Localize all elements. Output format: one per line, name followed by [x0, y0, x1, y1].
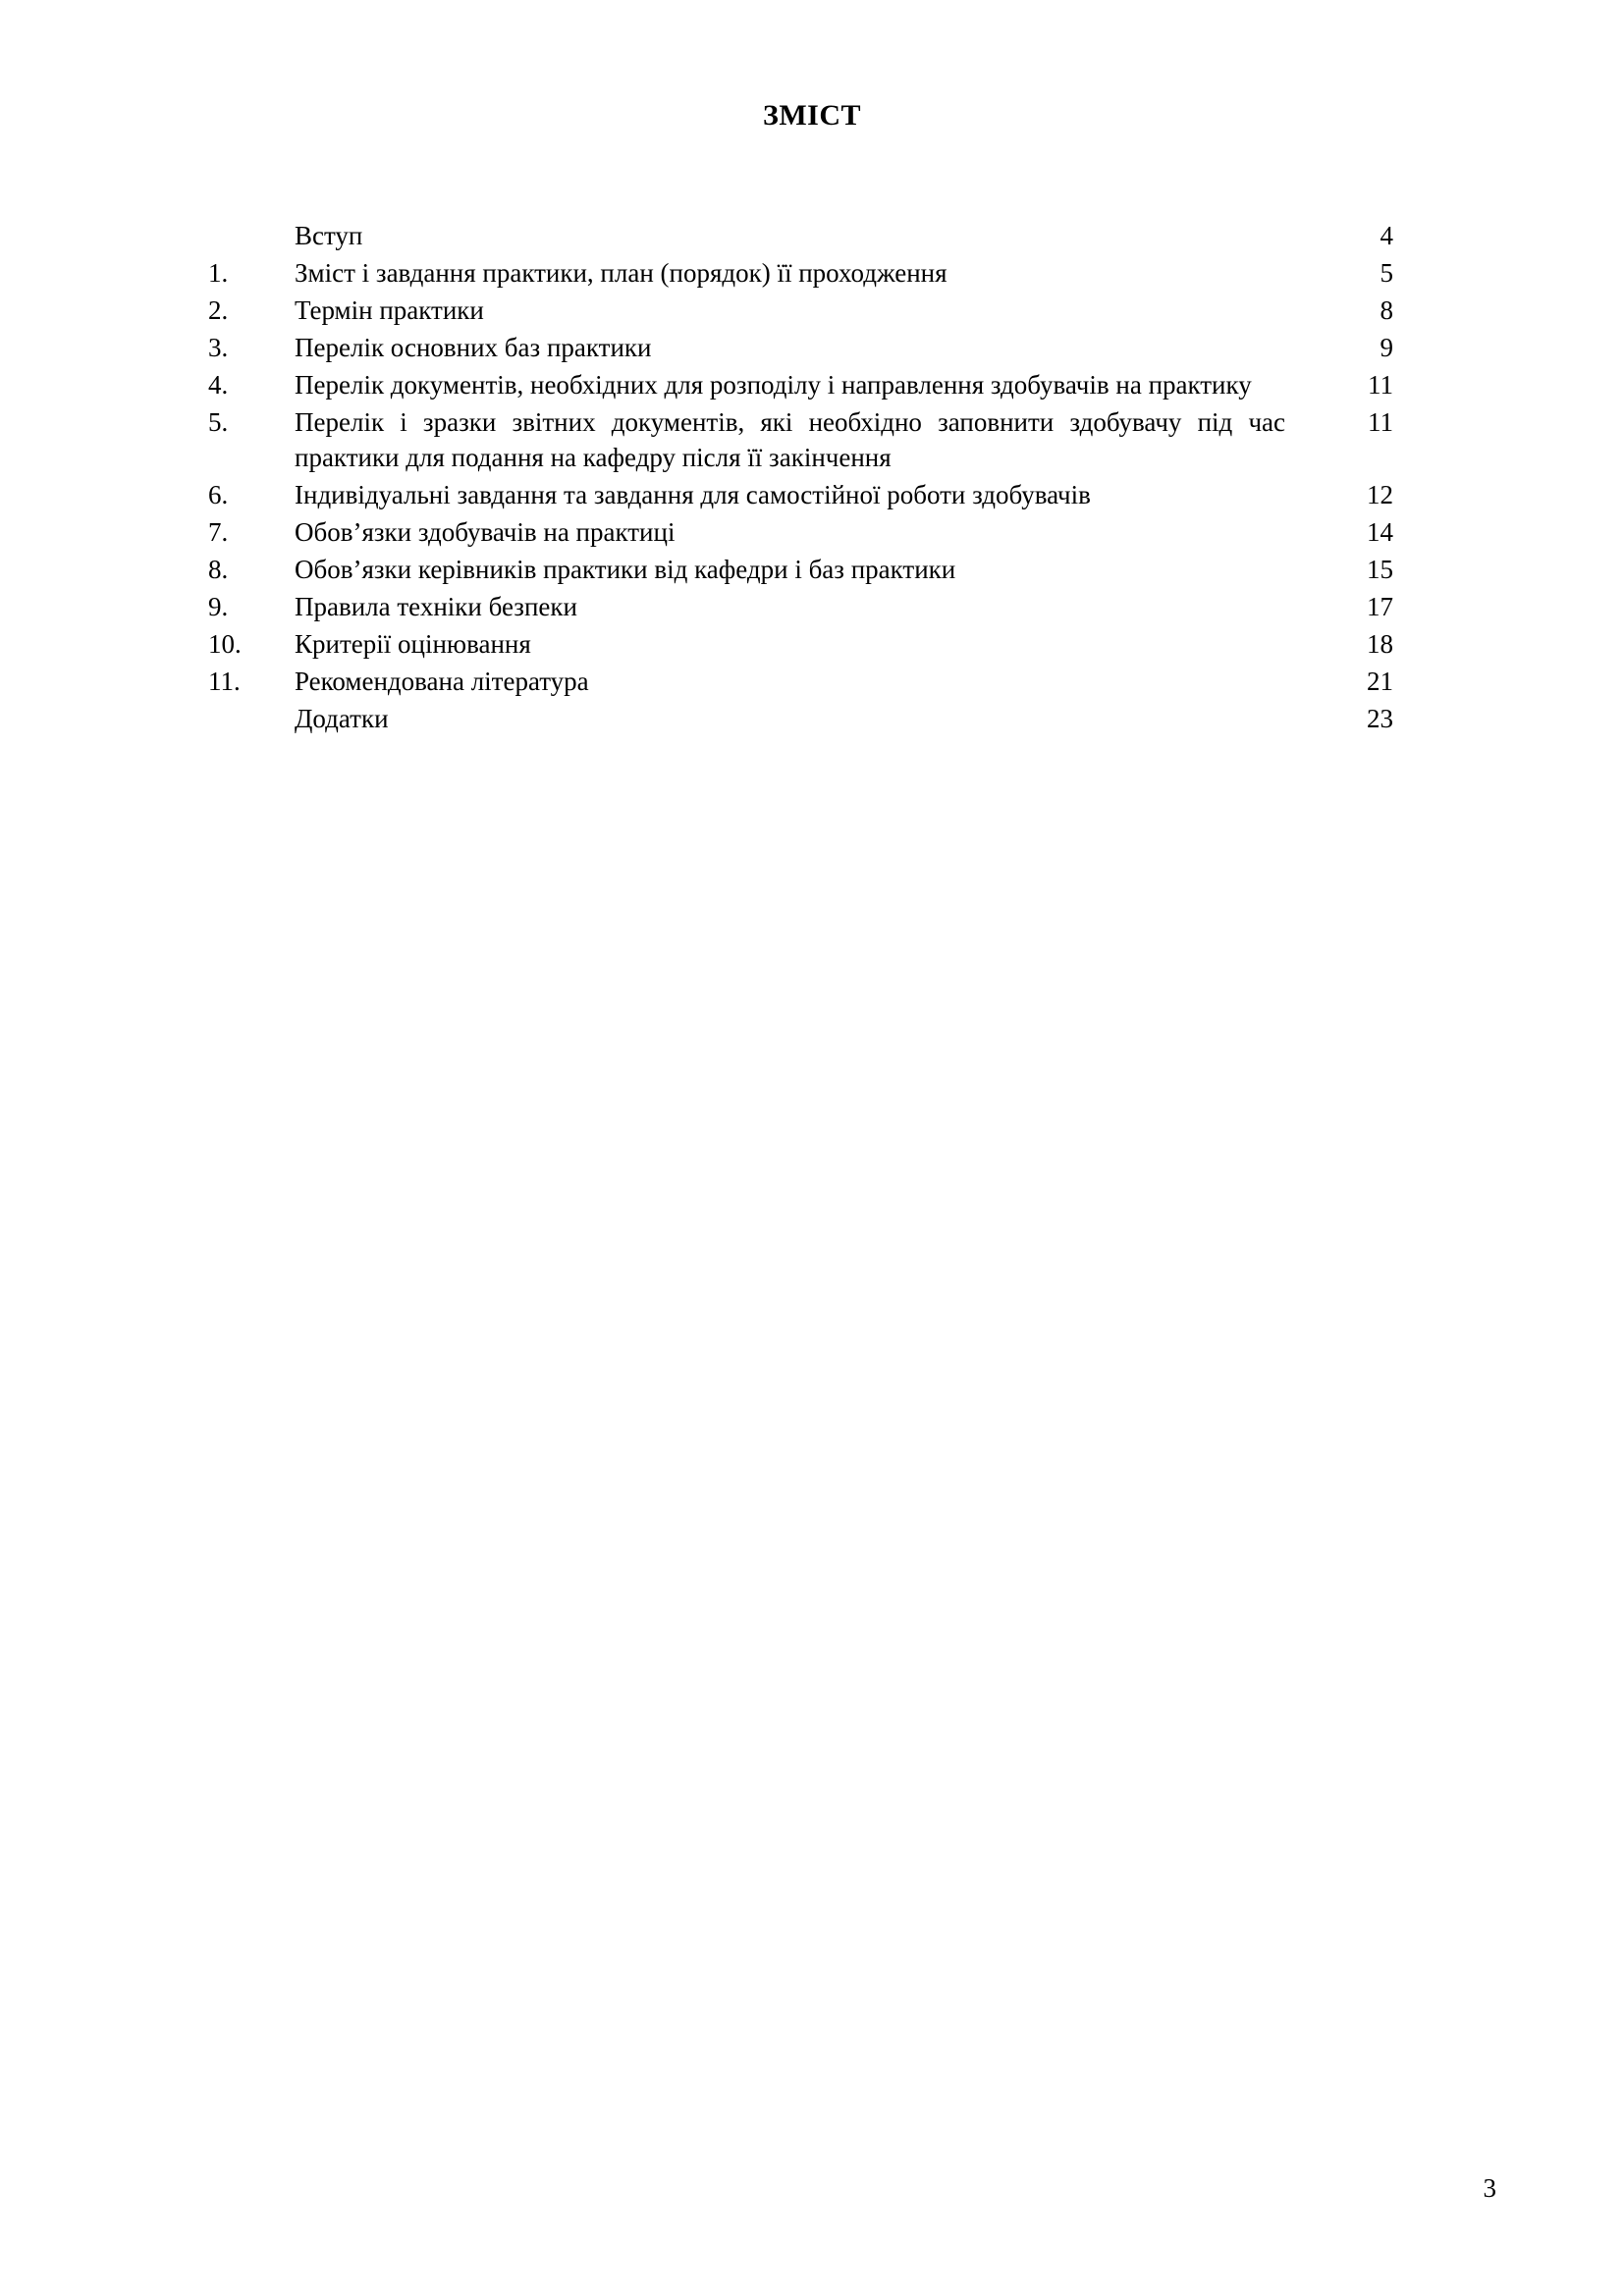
- toc-entry[interactable]: [208, 701, 1401, 736]
- toc-entry-title[interactable]: Термін практики: [295, 295, 484, 325]
- toc-entry-page-number: 18: [1367, 629, 1393, 659]
- toc-entry-number: 10.: [208, 629, 242, 659]
- toc-entry-title[interactable]: Рекомендована література: [295, 667, 589, 696]
- toc-entry-number: 7.: [208, 517, 229, 547]
- toc-entry-page-number: 12: [1367, 480, 1393, 509]
- toc-entry-page-number: 9: [1380, 333, 1393, 362]
- toc-entry-title[interactable]: Перелік і зразки звітних документів, які необхідно заповнити здобувачу під час практики для подання на кафедру після її закінчення: [295, 407, 1285, 472]
- toc-entry-number: 5.: [208, 407, 229, 437]
- toc-entry-title[interactable]: Правила техніки безпеки: [295, 592, 577, 621]
- toc-entry-number: 4.: [208, 370, 229, 400]
- toc-entry-number: 9.: [208, 592, 229, 621]
- toc-entry-page-number: 21: [1367, 667, 1393, 696]
- toc-entry-number: 1.: [208, 258, 229, 288]
- toc-entry-page-number: 11: [1368, 407, 1393, 437]
- toc-entry-title[interactable]: Зміст і завдання практики, план (порядок) її проходження: [295, 258, 947, 288]
- toc-entry-page-number: 11: [1368, 370, 1393, 400]
- toc-entry-number: 11.: [208, 667, 241, 696]
- toc-entry-title[interactable]: Додатки: [295, 704, 389, 733]
- page-title: ЗМІСТ: [763, 99, 861, 132]
- toc-entry[interactable]: [208, 404, 1401, 475]
- toc-entry[interactable]: [208, 330, 1401, 365]
- toc-entry[interactable]: [208, 552, 1401, 587]
- toc-entry-number: 8.: [208, 555, 229, 584]
- toc-entry[interactable]: [208, 255, 1401, 291]
- toc-entry[interactable]: [208, 367, 1401, 402]
- toc-entry-page-number: 8: [1380, 295, 1393, 325]
- toc-entry-title[interactable]: Індивідуальні завдання та завдання для самостійної роботи здобувачів: [295, 480, 1091, 509]
- toc-entry-page-number: 23: [1367, 704, 1393, 733]
- toc-entry-page-number: 15: [1367, 555, 1393, 584]
- toc-entry[interactable]: [208, 477, 1401, 512]
- toc-entry-title[interactable]: Перелік основних баз практики: [295, 333, 652, 362]
- toc-entry-title[interactable]: Перелік документів, необхідних для розподілу і направлення здобувачів на практику: [295, 370, 1252, 400]
- toc-entry[interactable]: [208, 589, 1401, 624]
- toc-entry-title[interactable]: Обов’язки здобувачів на практиці: [295, 517, 676, 547]
- toc-entry-number: 3.: [208, 333, 229, 362]
- toc-entry[interactable]: [208, 514, 1401, 550]
- toc-entry-page-number: 4: [1380, 221, 1393, 250]
- toc-entry[interactable]: [208, 293, 1401, 328]
- toc-entry-page-number: 14: [1367, 517, 1393, 547]
- page-number-folio: 3: [1483, 2173, 1496, 2203]
- toc-entry[interactable]: [208, 626, 1401, 662]
- toc-entry-page-number: 5: [1380, 258, 1393, 288]
- toc-entry[interactable]: [208, 218, 1401, 253]
- toc-entry-number: 6.: [208, 480, 229, 509]
- toc-entry-title[interactable]: Критерії оцінювання: [295, 629, 531, 659]
- toc-entry-title[interactable]: Вступ: [295, 221, 363, 250]
- toc-entry-number: 2.: [208, 295, 229, 325]
- toc-entry-title[interactable]: Обов’язки керівників практики від кафедри і баз практики: [295, 555, 956, 584]
- toc-entry-page-number: 17: [1367, 592, 1393, 621]
- toc-entry[interactable]: [208, 664, 1401, 699]
- table-of-contents: [208, 218, 1401, 738]
